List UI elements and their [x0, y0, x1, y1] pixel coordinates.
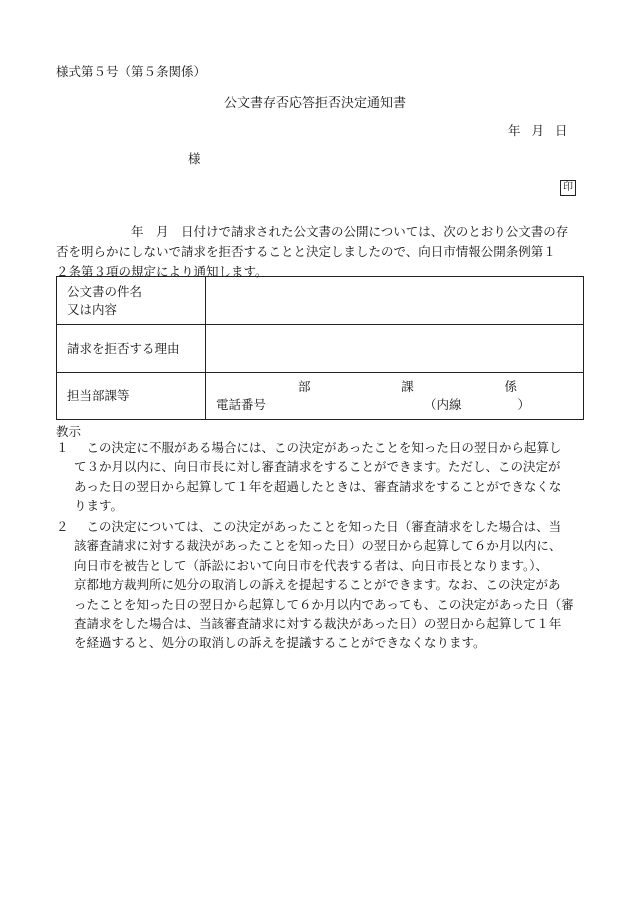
refusal-reason-value	[206, 325, 584, 373]
seal-stamp-box: 印	[560, 180, 576, 196]
department-units	[216, 378, 573, 396]
notice-line: 京都地方裁判所に処分の取消しの訴えを提起することができます。なお、この決定があ	[74, 577, 561, 593]
date-line	[508, 121, 579, 139]
extension-open: （内線	[424, 397, 462, 412]
notice-line: この決定については、この決定があったことを知った日（審査請求をした場合は、当	[74, 519, 562, 534]
dept-bu: 部	[298, 379, 311, 394]
notice-item	[56, 517, 590, 653]
notice-number: ２	[56, 519, 69, 534]
date-month: 月	[531, 123, 546, 138]
notice-heading: 教示	[56, 424, 82, 439]
notice-line: あった日の翌日から起算して１年を超過したときは、審査請求をすることができなくな	[74, 478, 562, 494]
dept-kakari: 係	[504, 379, 517, 394]
table-row	[57, 325, 584, 373]
telephone-row	[216, 396, 573, 414]
notice-item	[56, 438, 590, 516]
date-year: 年	[508, 123, 522, 138]
document-subject-value	[206, 277, 584, 325]
document-title: 公文書存否応答拒否決定通知書	[223, 96, 406, 111]
notice-line: ります。	[74, 498, 124, 514]
notice-line: 該審査請求に対する裁決があったことを知った日）の翌日から起算して６か月以内に、	[74, 538, 562, 554]
addressee-honorific: 様	[188, 151, 201, 166]
notice-line: この決定に不服がある場合には、この決定があったことを知った日の翌日から起算し	[74, 440, 562, 455]
document-subject-label	[57, 277, 206, 325]
date-day: 日	[555, 123, 569, 138]
telephone-label: 電話番号	[216, 397, 267, 412]
label-line: 又は内容	[67, 301, 118, 317]
notice-number: １	[56, 440, 69, 455]
notice-line: 査請求をした場合は、当該審査請求に対する裁決があった日）の翌日から起算して１年	[74, 616, 562, 632]
body-paragraph	[56, 222, 588, 282]
decision-info-table	[56, 276, 584, 420]
refusal-reason-label: 請求を拒否する理由	[57, 325, 206, 373]
notice-line: ったことを知った日の翌日から起算して６か月以内であっても、この決定があった日（審	[74, 596, 574, 612]
body-line: 年 月 日付けで請求された公文書の公開については、次のとおり公文書の存	[56, 224, 569, 239]
notice-line: 向日市を被告として（訴訟において向日市を代表する者は、向日市長となります。）、	[74, 557, 549, 573]
extension-close: ）	[517, 397, 531, 412]
body-line: 否を明らかにしないで請求を拒否することと決定しましたので、向日市情報公開条例第１	[56, 244, 556, 259]
notice-line: て３か月以内に、向日市長に対し審査請求をすることができます。ただし、この決定が	[74, 459, 561, 475]
dept-ka: 課	[401, 379, 414, 394]
form-number-label: 様式第５号（第５条関係）	[56, 64, 207, 79]
table-row	[57, 373, 584, 420]
department-label: 担当部課等	[57, 373, 206, 420]
label-line: 公文書の件名	[67, 283, 143, 299]
body-line: ２条第３項の規定により通知します。	[56, 264, 268, 279]
department-value	[206, 373, 584, 420]
table-row	[57, 277, 584, 325]
notice-line: を経過すると、処分の取消しの訴えを提議することができなくなります。	[74, 635, 486, 651]
